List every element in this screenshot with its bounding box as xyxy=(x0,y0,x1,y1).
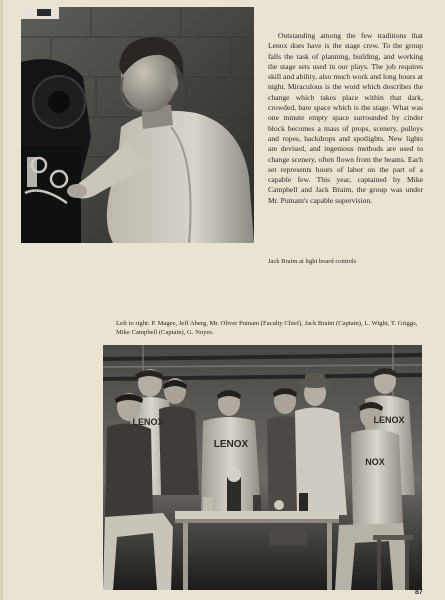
article-body: Outstanding among the few traditions that Lenox does have is the stage crew. To the group falls the task of planning, building, and working the stage sets used in our plays. The job requires skill and ability, also much work and long hours at night. Miraculous is the word which describes the change which takes place within that dark, crowded, bare space which is the stage. What was one minute empty space surrounded by cinder block becomes a mass of props, scenery, pulleys and ropes, backdrops and spotlights. New lights are devised, and ingenious methods are used to change scenery, often flown from the beams. Each set represents hours of labor on the part of a capable few. This year, captained by Mike Campbell and Jack Braim, the group was under Mr. Putnam's capable supervision. xyxy=(268,31,423,205)
sweater-text-2: LENOX xyxy=(213,439,249,450)
sweater-text-4: NOX xyxy=(365,457,385,467)
group-photo-caption: Left to right: P. Magee, Jeff Aberg, Mr. Oliver Putnam (Faculty Chief), Jack Braim (Captain), L. Wight, T. Griggs, Mike Campbell (Captain), G. Noyes. xyxy=(116,320,418,337)
sweater-text-3: LENOX xyxy=(373,415,405,425)
light-board-caption: Jack Braim at light board controls xyxy=(268,258,357,265)
light-board-photo xyxy=(21,7,254,243)
stage-crew-group-photo xyxy=(103,345,422,590)
sweater-text-1: LENOX xyxy=(132,417,164,427)
page-number: 87 xyxy=(415,589,423,596)
